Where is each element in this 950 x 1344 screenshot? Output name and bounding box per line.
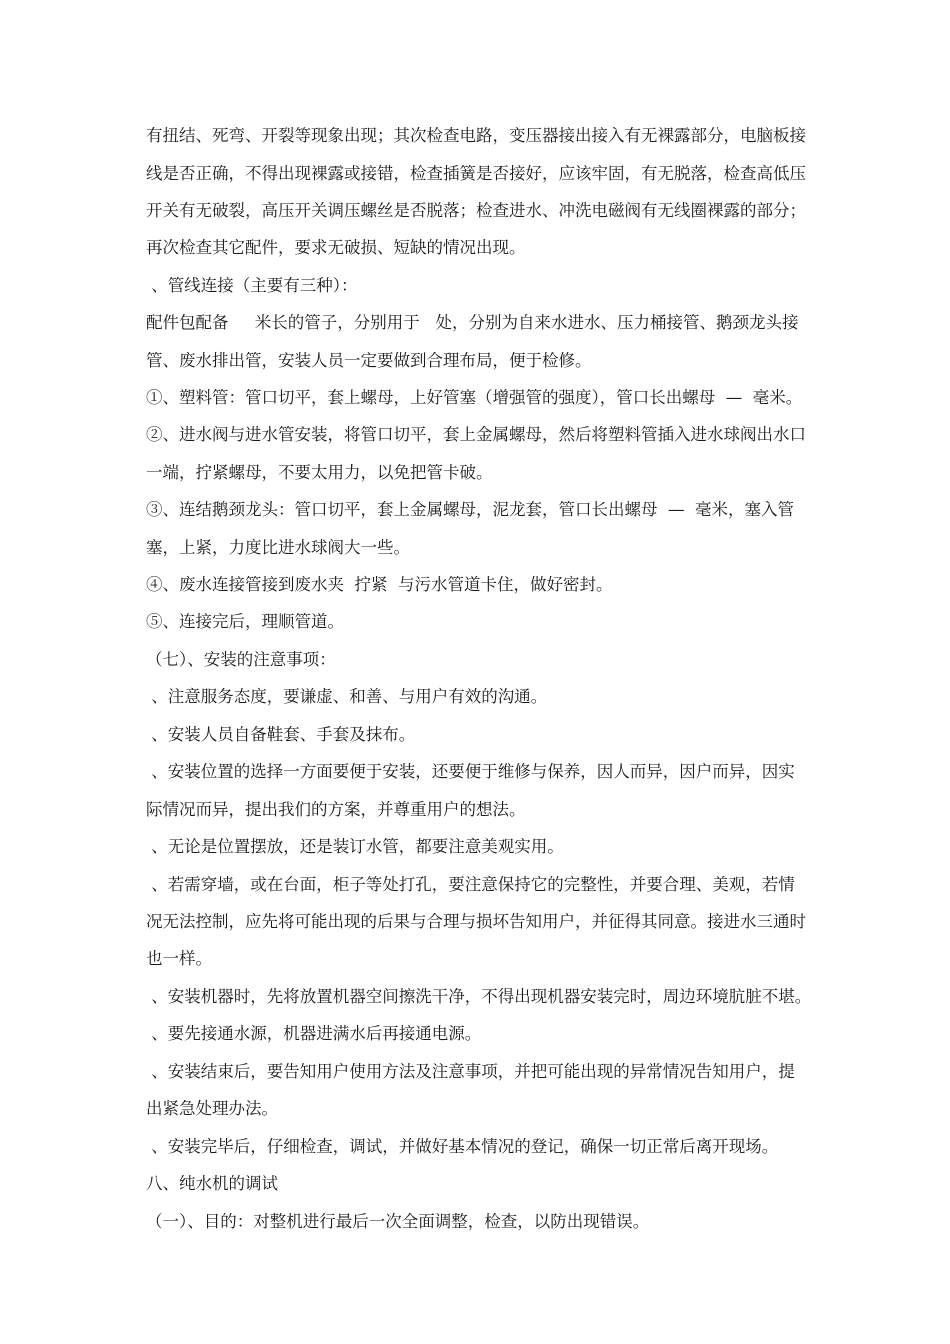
text-line: ⑤、连接完后，理顺管道。 (146, 612, 344, 631)
text-line: 、安装结束后，要告知用户使用方法及注意事项，并把可能出现的异常情况告知用户，提 (146, 1062, 795, 1081)
text-line: 出紧急处理办法。 (146, 1099, 278, 1118)
text-line: 况无法控制，应先将可能出现的后果与合理与损坏告知用户，并征得其同意。接进水三通时 (146, 912, 806, 931)
text-line: （七）、安装的注意事项： (146, 650, 336, 669)
text-line: 配件包配备 米长的管子，分别用于 处，分别为自来水进水、压力桶接管、鹅颈龙头接 (146, 313, 799, 332)
text-line: （一）、目的：对整机进行最后一次全面调整，检查，以防出现错误。 (146, 1212, 650, 1231)
text-line: ①、塑料管：管口切平，套上螺母，上好管塞（增强管的强度），管口长出螺母 — 毫米。 (146, 388, 803, 407)
text-line: 、安装人员自备鞋套、手套及抹布。 (146, 725, 416, 744)
text-line: 、安装完毕后，仔细检查，调试，并做好基本情况的登记，确保一切正常后离开现场。 (146, 1137, 779, 1156)
text-line: ④、废水连接管接到废水夹 拧紧 与污水管道卡住，做好密封。 (146, 575, 613, 594)
text-line: 一端，拧紧螺母，不要太用力，以免把管卡破。 (146, 463, 493, 482)
text-line: ②、进水阀与进水管安装，将管口切平，套上金属螺母，然后将塑料管插入进水球阀出水口 (146, 425, 806, 444)
text-line: 八、纯水机的调试 (146, 1174, 278, 1193)
text-line: 、若需穿墙，或在台面，柜子等处打孔，要注意保持它的完整性，并要合理、美观，若情 (146, 875, 795, 894)
text-line: 、无论是位置摆放，还是装订水管，都要注意美观实用。 (146, 837, 564, 856)
text-line: 、安装位置的选择一方面要便于安装，还要便于维修与保养，因人而异，因户而异，因实 (146, 762, 795, 781)
text-line: 、注意服务态度，要谦虚、和善、与用户有效的沟通。 (146, 687, 548, 706)
text-line: 有扭结、死弯、开裂等现象出现；其次检查电路，变压器接出接入有无裸露部分，电脑板接 (146, 126, 806, 145)
text-line: 、安装机器时，先将放置机器空间擦洗干净，不得出现机器安装完时，周边环境肮脏不堪。 (146, 987, 812, 1006)
text-line: 也一样。 (146, 949, 212, 968)
text-line: 再次检查其它配件，要求无破损、短缺的情况出现。 (146, 238, 526, 257)
text-line: 管、废水排出管，安装人员一定要做到合理布局，便于检修。 (146, 351, 592, 370)
text-line: 、管线连接（主要有三种）： (146, 276, 358, 295)
text-line: 际情况而异，提出我们的方案，并尊重用户的想法。 (146, 800, 526, 819)
text-line: 开关有无破裂，高压开关调压螺丝是否脱落；检查进水、冲洗电磁阀有无线圈裸露的部分； (146, 201, 806, 220)
text-line: 、要先接通水源，机器进满水后再接通电源。 (146, 1024, 482, 1043)
text-line: 线是否正确，不得出现裸露或接错，检查插簧是否接好，应该牢固，有无脱落，检查高低压 (146, 164, 806, 183)
text-line: 塞，上紧，力度比进水球阀大一些。 (146, 538, 410, 557)
text-line: ③、连结鹅颈龙头：管口切平，套上金属螺母，泥龙套，管口长出螺母 — 毫米，塞入管 (146, 500, 794, 519)
